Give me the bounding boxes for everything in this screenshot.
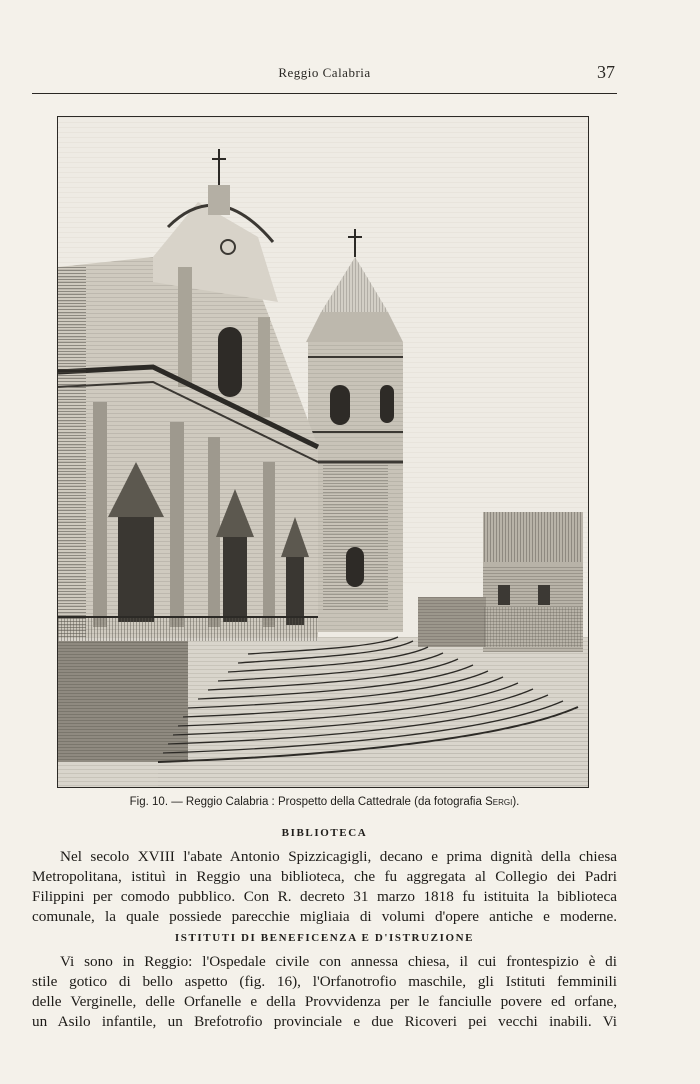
text-line: stile gotico di bello aspetto (fig. 16), l'Orfanotrofio maschile, gli Istituti femminili: [32, 973, 617, 990]
text-line: un Asilo infantile, un Brefotrofio provinciale e due Ricoveri pei vecchi inabili. Vi: [32, 1013, 617, 1030]
section-heading-istituti: ISTITUTI DI BENEFICENZA E D'ISTRUZIONE: [174, 932, 475, 944]
running-title: Reggio Calabria: [278, 65, 371, 80]
running-header: [32, 60, 617, 88]
caption-credit: Sergi: [485, 796, 513, 808]
cathedral-illustration: [58, 117, 588, 787]
cathedral-engraving: [57, 116, 589, 788]
text-line: delle Verginelle, delle Orfanelle e della Provvidenza per le fanciulle povere ed orfane,: [32, 993, 617, 1010]
text-line: comunale, la quale possiede parecchie migliaia di volumi d'opere antiche e moderne.: [32, 908, 617, 925]
caption-text: Fig. 10. — Reggio Calabria : Prospetto della Cattedrale (da fotografia: [129, 796, 486, 808]
figure-caption: [32, 796, 617, 808]
paragraph-biblioteca: [32, 847, 617, 927]
paragraph-istituti: [32, 952, 617, 1032]
text-line: Filippini per comodo pubblico. Con R. decreto 31 marzo 1818 fu istituita la biblioteca: [32, 888, 617, 905]
page-number: 37: [597, 62, 615, 82]
section-heading-biblioteca: BIBLIOTECA: [281, 827, 368, 839]
text-line: Vi sono in Reggio: l'Ospedale civile con annessa chiesa, il cui frontespizio è di: [60, 953, 617, 970]
caption-end: ).: [512, 796, 520, 808]
text-line: Nel secolo XVIII l'abate Antonio Spizzicagigli, decano e prima dignità della chiesa: [60, 848, 617, 865]
text-line: Metropolitana, istituì in Reggio una biblioteca, che fu aggregata al Collegio dei Padri: [32, 868, 617, 885]
header-rule: [32, 93, 617, 94]
